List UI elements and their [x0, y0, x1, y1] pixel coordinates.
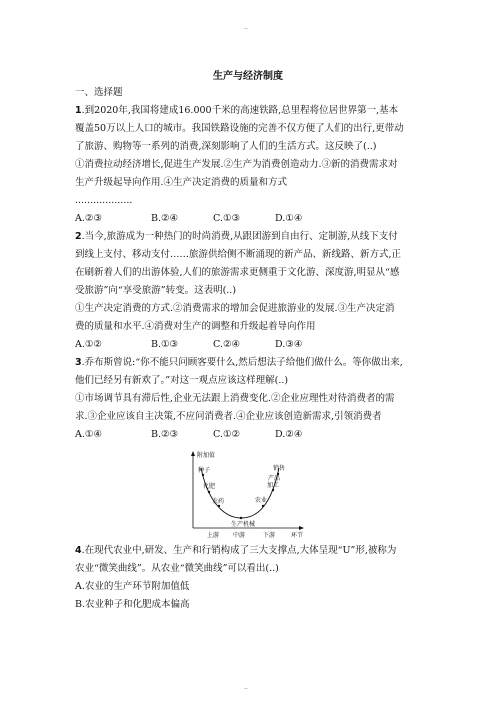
answer-options	[75, 426, 423, 444]
point-label-product: 产品	[268, 475, 281, 482]
option-a: A.①②	[75, 339, 102, 350]
smile-curve-diagram	[179, 448, 309, 540]
option-d: D.③④	[275, 339, 303, 350]
curve-point	[218, 505, 220, 507]
curve-point	[208, 491, 210, 493]
curve-point	[202, 474, 204, 476]
x-tick-midstream: 中游	[233, 532, 246, 539]
point-label-sales: 销售	[273, 465, 286, 472]
question-number: 3	[75, 357, 82, 368]
option-a: A.②③	[75, 213, 102, 224]
option-b: B.②③	[151, 429, 179, 440]
question-text: ①生产决定消费的方式.②消费需求的增加会促进旅游业的发展.③生产决定消	[75, 303, 395, 314]
x-tick-downstream: 下游	[263, 532, 276, 539]
curve-point	[272, 489, 274, 491]
question-text: ①市场调节具有滞后性,企业无法跟上消费变化.②企业应理性对待消费者的需	[75, 393, 395, 404]
option-c: C.①②	[213, 429, 240, 440]
question-4	[75, 542, 423, 614]
option-a: A.农业的生产环节附加值低	[75, 581, 190, 592]
option-d: D.①④	[275, 213, 303, 224]
curve-point	[262, 505, 264, 507]
question-text: .当今,旅游成为一种热门的时尚消费,从跟团游到自由行、定制游,从线下支付	[81, 231, 398, 242]
y-axis-arrow	[191, 451, 195, 456]
x-axis-arrow	[299, 526, 304, 530]
question-text: 受旅游”向“享受旅游”转变。这表明(..)	[75, 285, 237, 296]
point-label-agriculture: 农业	[255, 497, 268, 504]
smile-curve-figure	[75, 448, 423, 540]
option-b: B.②④	[151, 213, 179, 224]
y-axis-label: 附加值	[197, 452, 216, 459]
header-mark: ..	[244, 24, 248, 31]
question-text: .到2020年,我国将建成16.000千米的高速铁路,总里程将位居世界第一,基本	[81, 105, 399, 116]
page-title: 生产与经济制度	[213, 71, 283, 82]
option-b: B.农业种子和化肥成本偏高	[75, 599, 190, 610]
point-label-seed: 种子	[198, 467, 211, 474]
option-a: A.①④	[75, 429, 102, 440]
point-label-machinery: 生产机械	[231, 521, 256, 528]
footer-mark: ..	[244, 684, 248, 691]
question-number: 4	[75, 545, 82, 556]
answer-options	[75, 336, 423, 354]
question-3	[75, 354, 423, 444]
question-text: 他们已经另有新欢了。”对这一观点应该这样理解(..)	[75, 375, 289, 386]
question-text: 到线上支付、移动支付……旅游供给侧不断涌现的新产品、新线路、新方式,正	[75, 249, 402, 260]
question-text: 农业“微笑曲线”。从农业“微笑曲线”可以看出(..)	[75, 563, 279, 574]
option-c: C.②④	[213, 339, 240, 350]
option-c: C.①③	[213, 213, 240, 224]
document-body	[75, 84, 423, 614]
dotted-separator: ...................	[75, 195, 133, 206]
question-text: 生产升级起导向作用.④生产决定消费的质量和方式	[75, 177, 288, 188]
question-number: 2	[75, 231, 82, 242]
question-text: 覆盖50万以上人口的城市。我国铁路设施的完善不仅方便了人们的出行,更带动	[75, 123, 404, 134]
question-1	[75, 102, 423, 228]
x-tick-upstream: 上游	[207, 532, 220, 539]
option-d: D.②④	[275, 429, 303, 440]
question-text: 费的质量和水平.④消费对生产的调整和升级起着导向作用	[75, 321, 316, 332]
point-label-pesticide: 农药	[212, 498, 225, 505]
point-label-processing: 加工	[267, 482, 280, 489]
question-2	[75, 228, 423, 354]
question-number: 1	[75, 105, 82, 116]
option-b: B.①③	[151, 339, 179, 350]
question-text: 了旅游、购物等一系列的消费,深刻影响了人们的生活方式。这反映了(..)	[75, 141, 377, 152]
answer-options	[75, 210, 423, 228]
question-text: .乔布斯曾说:“你不能只问顾客要什么,然后想法子给他们做什么。等你做出来,	[81, 357, 403, 368]
question-text: ①消费拉动经济增长,促进生产发展.②生产为消费创造动力.③新的消费需求对	[75, 159, 398, 170]
point-label-fertilizer: 化肥	[203, 483, 216, 490]
question-text: 求.③企业应该自主决策,不应问消费者.④企业应该创造新需求,引领消费者	[75, 411, 382, 422]
x-axis-label: 环节	[291, 532, 304, 539]
question-text: .在现代农业中,研发、生产和行销构成了三大支撑点,大体呈现“U”形,被称为	[81, 545, 397, 556]
question-text: 在刷新着人们的出游体验,人们的旅游需求更侧重于文化游、深度游,明显从“感	[75, 267, 400, 278]
curve-point	[240, 517, 242, 519]
section-heading: 一、选择题	[75, 87, 123, 98]
